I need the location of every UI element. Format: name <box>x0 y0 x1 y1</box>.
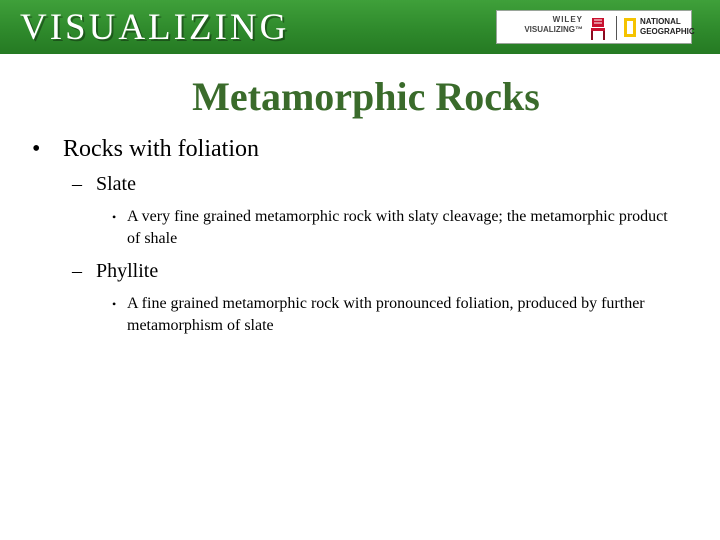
slide-title: Metamorphic Rocks <box>192 74 540 119</box>
bullet-mark: • <box>32 136 41 162</box>
wiley-logo-top: WILEY <box>552 15 583 24</box>
sub-bullet-phyllite <box>72 258 158 284</box>
wiley-logo-bottom: VISUALIZING™ <box>524 25 583 34</box>
detail-bullet-mark: • <box>112 297 117 311</box>
banner-title: VISUALIZING <box>20 7 290 48</box>
dash-mark: – <box>72 260 82 282</box>
detail-text: A fine grained metamorphic rock with pronounced foliation, produced by further metamorphism of slate <box>127 295 645 334</box>
bullet-rocks-with-foliation <box>32 133 259 165</box>
sub-bullet-label: Phyllite <box>96 260 159 282</box>
detail-phyllite <box>112 293 672 337</box>
dash-mark: – <box>72 173 82 195</box>
detail-slate <box>112 206 672 250</box>
bullet-text: Rocks with foliation <box>63 136 259 162</box>
detail-text: A very fine grained metamorphic rock with slaty cleavage; the metamorphic product of shale <box>127 208 668 247</box>
sub-bullet-label: Slate <box>96 173 136 195</box>
ng-logo-line1: NATIONAL <box>640 17 681 26</box>
ng-logo-line2: GEOGRAPHIC <box>640 27 695 36</box>
detail-bullet-mark: • <box>112 210 117 224</box>
sub-bullet-slate <box>72 171 136 197</box>
